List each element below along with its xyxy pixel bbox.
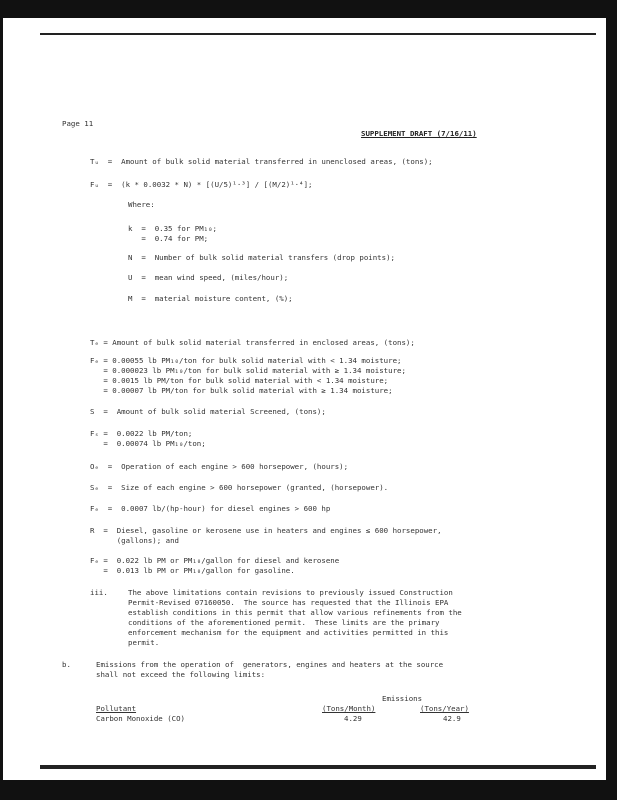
item-b-line-2: shall not exceed the following limits: <box>96 670 266 679</box>
table-group-header: Emissions <box>382 694 423 703</box>
n-definition: N = Number of bulk solid material transfers (drop points); <box>128 253 395 262</box>
fs-factor-2: = 0.00074 lb PM₁₀/ton; <box>90 439 206 448</box>
fs-factor-1: Fₛ = 0.0022 lb PM/ton; <box>90 429 193 438</box>
page-number: Page 11 <box>62 119 94 128</box>
se-definition: Sₑ = Size of each engine > 600 horsepower (granted, (horsepower). <box>90 483 389 492</box>
fe-factor-4: = 0.00007 lb PM/ton for bulk solid material with ≥ 1.34 moisture; <box>90 386 393 395</box>
column-header-tons-month: (Tons/Month) <box>322 704 376 713</box>
tons-year-cell: 42.9 <box>443 714 461 723</box>
fe-factor-3: = 0.0015 lb PM/ton for bulk solid material with < 1.34 moisture; <box>90 376 389 385</box>
draft-label: SUPPLEMENT DRAFT (7/16/11) <box>361 129 477 138</box>
column-header-tons-year: (Tons/Year) <box>420 704 469 713</box>
tu-definition: Tᵤ = Amount of bulk solid material transferred in unenclosed areas, (tons); <box>90 157 433 166</box>
fe-engine-factor: Fₑ = 0.0007 lb/(hp-hour) for diesel engines > 600 hp <box>90 504 331 513</box>
r-definition-1: R = Diesel, gasoline or kerosene use in heaters and engines ≤ 600 horsepower, <box>90 526 442 535</box>
item-b-line-1: Emissions from the operation of generators, engines and heaters at the source <box>96 660 444 669</box>
item-iii-line-3: establish conditions in this permit that allow various refinements from the <box>128 608 462 617</box>
item-iii-line-6: permit. <box>128 638 160 647</box>
pollutant-cell: Carbon Monoxide (CO) <box>96 714 185 723</box>
tons-month-cell: 4.29 <box>344 714 362 723</box>
u-definition: U = mean wind speed, (miles/hour); <box>128 273 289 282</box>
k-definition-1: k = 0.35 for PM₁₀; <box>128 224 217 233</box>
fe-factor-2: = 0.000023 lb PM₁₀/ton for bulk solid material with ≥ 1.34 moisture; <box>90 366 406 375</box>
k-definition-2: = 0.74 for PM; <box>128 234 209 243</box>
fuel-factor-1: Fₑ = 0.022 lb PM or PM₁₀/gallon for diesel and kerosene <box>90 556 340 565</box>
r-definition-2: (gallons); and <box>90 536 179 545</box>
m-definition: M = material moisture content, (%); <box>128 294 293 303</box>
s-definition: S = Amount of bulk solid material Screened, (tons); <box>90 407 326 416</box>
item-iii-line-1: The above limitations contain revisions to previously issued Construction <box>128 588 453 597</box>
item-iii-line-2: Permit-Revised 07160050. The source has requested that the Illinois EPA <box>128 598 449 607</box>
where-label: Where: <box>128 200 155 209</box>
fu-equation: Fᵤ = (k * 0.0032 * N) * [(U/5)¹·³] / [(M/2)¹·⁴]; <box>90 180 313 189</box>
fuel-factor-2: = 0.013 lb PM or PM₁₀/gallon for gasoline. <box>90 566 295 575</box>
oe-definition: Oₑ = Operation of each engine > 600 horsepower, (hours); <box>90 462 349 471</box>
item-b-number: b. <box>62 660 71 669</box>
te-definition: Tₑ = Amount of bulk solid material transferred in enclosed areas, (tons); <box>90 338 415 347</box>
fe-factor-1: Fₑ = 0.00055 lb PM₁₀/ton for bulk solid material with < 1.34 moisture; <box>90 356 402 365</box>
item-iii-line-5: enforcement mechanism for the equipment and activities permitted in this <box>128 628 449 637</box>
item-iii-line-4: conditions of the aforementioned permit. These limits are the primary <box>128 618 440 627</box>
item-iii-number: iii. <box>90 588 108 597</box>
column-header-pollutant: Pollutant <box>96 704 137 713</box>
